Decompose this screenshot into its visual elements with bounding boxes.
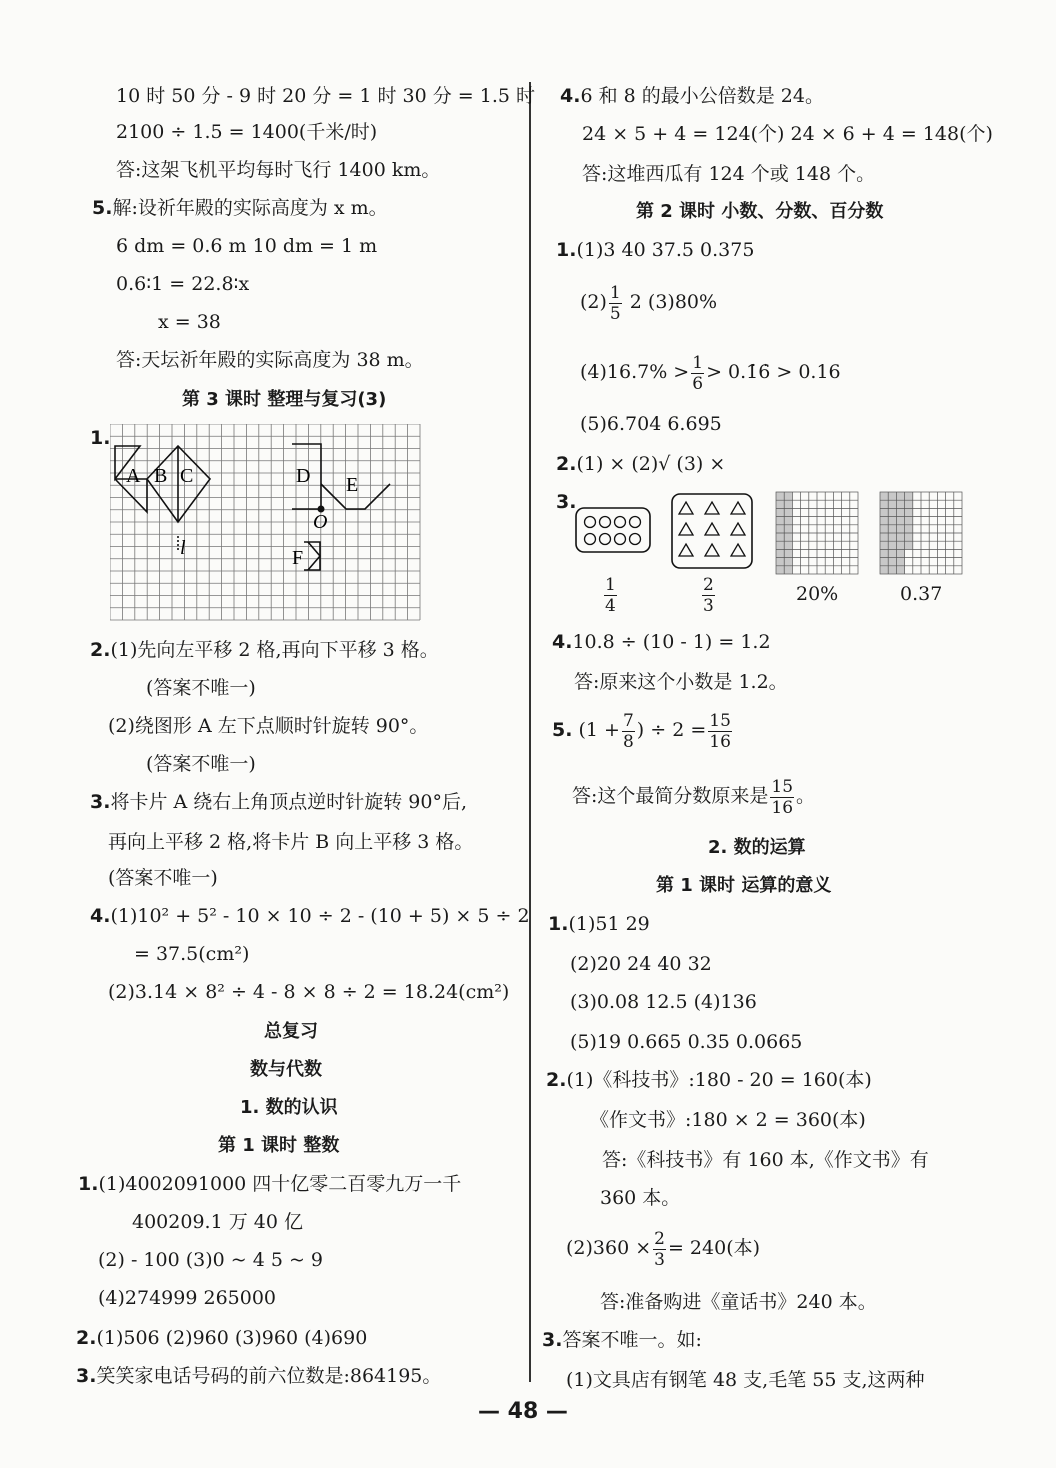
ops-q2: [546, 1068, 872, 1092]
question-3: [90, 790, 467, 814]
lesson-title: 第 1 课时 整数: [218, 1135, 340, 1156]
label-o: O: [313, 511, 328, 533]
q1-part4: [580, 350, 841, 394]
question-5b: [552, 708, 734, 752]
answer-text: 400209.1 万 40 亿: [132, 1211, 303, 1233]
fraction: [691, 353, 704, 394]
formula: = 240(本): [667, 1237, 761, 1259]
question-4: [560, 84, 824, 108]
answer-line: 答:准备购进《童话书》240 本。: [600, 1291, 877, 1313]
question-2: [90, 638, 439, 662]
fraction-numerator: 1: [609, 282, 621, 303]
section-title: 数与代数: [250, 1059, 322, 1080]
fraction-numerator: 15: [771, 776, 794, 797]
fraction: [653, 1229, 666, 1270]
label-f: F: [292, 547, 304, 569]
answer-line: 答:这架飞机平均每时飞行 1400 km。: [116, 159, 441, 181]
fraction-numerator: 7: [622, 710, 634, 731]
fraction: [770, 777, 794, 818]
fraction: [708, 711, 732, 752]
proportion-line: 0.6∶1 = 22.8∶x: [116, 273, 250, 295]
answer-text: (1)4002091000 四十亿零二百零九万一千: [98, 1173, 462, 1195]
fraction-denominator: 16: [771, 797, 794, 818]
ops-q3: [542, 1328, 702, 1352]
calc-line: 10 时 50 分 - 9 时 20 分 = 1 时 30 分 = 1.5 时: [116, 85, 535, 107]
label-c: C: [180, 465, 194, 487]
note: (答案不唯一): [146, 677, 256, 699]
answer-text: (1) × (2)√ (3) ×: [576, 453, 726, 475]
answer-text: 笑笑家电话号码的前六位数是:864195。: [96, 1365, 442, 1387]
result-line: x = 38: [158, 311, 221, 333]
answer-text: (2)20 24 40 32: [570, 953, 712, 975]
label-d: D: [296, 465, 311, 487]
question-number: 5.: [552, 719, 573, 741]
question-number: 1.: [78, 1173, 99, 1195]
review-q1: [78, 1172, 461, 1196]
question-number: 4.: [560, 85, 581, 107]
formula: ) ÷ 2 =: [636, 719, 707, 741]
answer-text: (5)6.704 6.695: [580, 413, 722, 435]
fraction: [604, 575, 617, 616]
answer-text: (4)274999 265000: [98, 1287, 277, 1309]
fraction-denominator: 16: [709, 731, 731, 752]
calc-line: 24 × 5 + 4 = 124(个) 24 × 6 + 4 = 148(个): [582, 123, 993, 145]
note: (答案不唯一): [146, 753, 256, 775]
label-l: l: [180, 537, 186, 559]
formula: = 37.5(cm²): [134, 943, 250, 965]
calc-line: 2100 ÷ 1.5 = 1400(千米/时): [116, 121, 378, 143]
review-q3: [76, 1364, 441, 1388]
section-title: 1. 数的认识: [240, 1097, 338, 1118]
question-number: 2.: [76, 1327, 97, 1349]
fraction-denominator: 3: [703, 595, 714, 616]
fraction-numerator: 15: [709, 710, 731, 731]
answer-text: (1)3 40 37.5 0.375: [576, 239, 755, 261]
question-2: [556, 452, 725, 476]
section-title: 总复习: [264, 1021, 318, 1042]
answer-text: 2 (3)80%: [629, 291, 718, 313]
answer-text: (2) - 100 (3)0 ~ 4 5 ~ 9: [98, 1249, 324, 1271]
ops-q1: [548, 912, 650, 936]
note: (答案不唯一): [108, 867, 218, 889]
page-number: — 48 —: [478, 1399, 568, 1424]
answer-line: 答:天坛祈年殿的实际高度为 38 m。: [116, 349, 424, 371]
q1-part2: [580, 280, 717, 324]
question-number: 3.: [556, 491, 577, 513]
label-b: B: [154, 465, 168, 487]
fraction: [622, 711, 635, 752]
fraction: [702, 575, 715, 616]
lesson-title: 第 3 课时 整理与复习(3): [182, 389, 387, 410]
decimal-grid: [880, 492, 962, 574]
triangles-box: [672, 494, 752, 568]
circles-box: [576, 508, 650, 552]
calc-line: 6 dm = 0.6 m 10 dm = 1 m: [116, 235, 378, 257]
fraction-denominator: 3: [654, 1249, 665, 1270]
formula: (2)360 ×: [566, 1237, 652, 1259]
fraction-figures: [572, 490, 972, 580]
answer-text: (1)先向左平移 2 格,再向下平移 3 格。: [110, 639, 439, 661]
fraction-numerator: 2: [703, 574, 714, 595]
answer-line: [572, 774, 815, 818]
transform-grid-figure: [110, 424, 422, 622]
answer-text: (1)51 29: [568, 913, 650, 935]
answer-text: 再向上平移 2 格,将卡片 B 向上平移 3 格。: [108, 831, 474, 853]
question-4: [90, 904, 530, 928]
answer-line: 答:《科技书》有 160 本,《作文书》有: [602, 1149, 929, 1171]
question-number: 1.: [90, 427, 111, 449]
answer-line: 答:原来这个小数是 1.2。: [574, 671, 788, 693]
figure-label-1: [602, 572, 619, 616]
formula: (2)3.14 × 8² ÷ 4 - 8 × 8 ÷ 2 = 18.24(cm²): [108, 981, 510, 1003]
solution-text: 解:设祈年殿的实际高度为 x m。: [112, 197, 388, 219]
question-number: 3.: [76, 1365, 97, 1387]
answer-text: (1)《科技书》:180 - 20 = 160(本): [566, 1069, 872, 1091]
question-number: 2.: [546, 1069, 567, 1091]
fraction: [609, 283, 622, 324]
formula: (1 +: [578, 719, 620, 741]
question-5: [92, 196, 388, 220]
label-e: E: [346, 474, 359, 496]
formula: (1)10² + 5² - 10 × 10 ÷ 2 - (10 + 5) × 5 ÷ 2: [110, 905, 530, 927]
fraction-denominator: 8: [622, 731, 634, 752]
question-number: 4.: [90, 905, 111, 927]
answer-text: (1)文具店有钢笔 48 支,毛笔 55 支,这两种: [566, 1369, 925, 1391]
answer-text: (5)19 0.665 0.35 0.0665: [570, 1031, 803, 1053]
figure-label-4: 0.37: [900, 583, 943, 605]
fraction-numerator: 1: [692, 352, 704, 373]
answer-text: 答案不唯一。如:: [562, 1329, 702, 1351]
column-divider: [529, 82, 531, 1382]
answer-text: 《作文书》:180 × 2 = 360(本): [590, 1109, 866, 1131]
formula: 10.8 ÷ (10 - 1) = 1.2: [572, 631, 771, 653]
question-number: 4.: [552, 631, 573, 653]
fraction-numerator: 1: [605, 574, 616, 595]
question-number: 1.: [548, 913, 569, 935]
answer-text: (1)506 (2)960 (3)960 (4)690: [96, 1327, 368, 1349]
fraction-denominator: 6: [692, 373, 704, 394]
answer-text: > 0.1̇6̇ > 0.16: [706, 361, 841, 383]
answer-line: 答:这堆西瓜有 124 个或 148 个。: [582, 163, 876, 185]
answer-text: 。: [796, 785, 816, 807]
question-number: 3.: [542, 1329, 563, 1351]
fraction-denominator: 4: [605, 595, 616, 616]
part-label: (2): [580, 291, 607, 313]
q1-part1: [556, 238, 754, 262]
question-number: 1.: [556, 239, 577, 261]
ops-q2-part2: [566, 1226, 760, 1270]
fraction-denominator: 5: [609, 303, 621, 324]
question-4b: [552, 630, 771, 654]
label-a: A: [126, 465, 141, 487]
answer-text: 6 和 8 的最小公倍数是 24。: [580, 85, 824, 107]
percent-grid: [776, 492, 858, 574]
answer-text: (4)16.7% >: [580, 361, 690, 383]
answer-text: (3)0.08 12.5 (4)136: [570, 991, 757, 1013]
question-number: 5.: [92, 197, 113, 219]
grid-lines: [110, 424, 420, 620]
fraction-numerator: 2: [654, 1228, 665, 1249]
answer-text: 答:这个最简分数原来是: [572, 785, 769, 807]
answer-text: 将卡片 A 绕右上角顶点逆时针旋转 90°后,: [110, 791, 468, 813]
lesson-title: 第 1 课时 运算的意义: [656, 875, 832, 896]
lesson-title: 第 2 课时 小数、分数、百分数: [636, 201, 884, 222]
review-q2: [76, 1326, 367, 1350]
question-number: 2.: [90, 639, 111, 661]
figure-label-2: [700, 572, 717, 616]
section-title: 2. 数的运算: [708, 837, 806, 858]
answer-text: (2)绕图形 A 左下点顺时针旋转 90°。: [108, 715, 429, 737]
figure-label-3: 20%: [796, 583, 839, 605]
question-number: 2.: [556, 453, 577, 475]
question-number: 3.: [90, 791, 111, 813]
answer-line: 360 本。: [600, 1187, 681, 1209]
